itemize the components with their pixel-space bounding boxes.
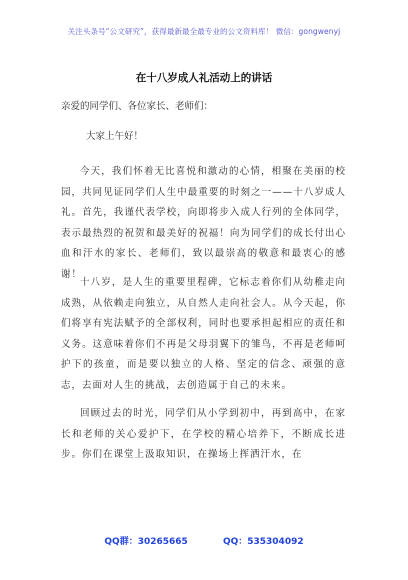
paragraph-2: 十八岁，是人生的重要里程碑，它标志着你们从幼稚走向成熟，从依赖走向独立，从自然人走向社会人。从今天起，你们将享有宪法赋予的全部权利，同时也要承担起相应的责任和义务。这意味着你们不再是父母羽翼下的雏鸟，不再是老师呵护下的孩童，而是要以独立的人格、坚定的信念、顽强的意志，去面对人生的挑战，去创造属于自己的未来。: [61, 277, 346, 391]
document-title: 在十八岁成人礼活动上的讲话: [135, 72, 273, 84]
paragraph-3: 回顾过去的时光，同学们从小学到初中，再到高中，在家长和老师的关心爱护下，在学校的精心培养下，不断成长进步。你们在课堂上汲取知识，在操场上挥洒汗水，在: [61, 408, 346, 460]
paragraph-1: 今天，我们怀着无比喜悦和激动的心情，相聚在美丽的校园，共同见证同学们人生中最重要的时刻之一——十八岁成人礼。首先，我谨代表学校，向即将步入成人行列的全体同学，表示最热烈的祝贺和最美好的祝福！向为同学们的成长付出心血和汗水的家长、老师们，致以最崇高的敬意和最衷心的感谢！: [61, 166, 346, 280]
salutation: 亲爱的同学们、各位家长、老师们：: [61, 101, 214, 112]
greeting: 大家上午好！: [86, 131, 144, 142]
promo-header: 关注头条号“公文研究”，获得最新最全最专业的公文资料库！ 微信：gongwenyj: [67, 27, 341, 36]
contact-footer: [0, 534, 408, 547]
qq-group-number: QQ群：30265665: [104, 537, 188, 547]
qq-number: QQ：535304092: [222, 537, 304, 547]
